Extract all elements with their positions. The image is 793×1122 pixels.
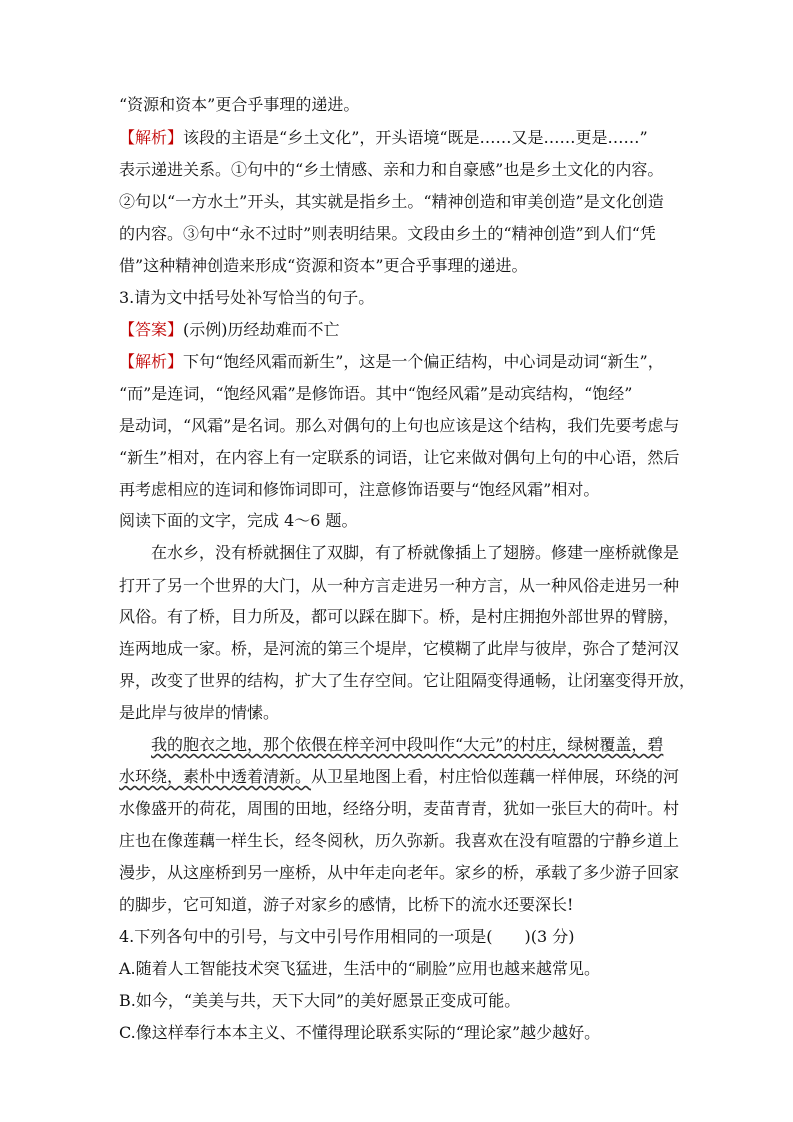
passage-text: 从卫星地图上看，村庄恰似莲藕一样伸展，环绕的河 — [311, 767, 680, 786]
analysis-line — [119, 128, 679, 148]
passage-line: 连两地成一家。桥，是河流的第三个堤岸，它模糊了此岸与彼岸，弥合了楚河汉 — [119, 639, 680, 658]
underlined-text: 我的胞衣之地，那个依偎在梓辛河中段叫作“大元”的村庄，绿树覆盖，碧 — [151, 735, 664, 754]
passage-line: 界，改变了世界的结构，扩大了生存空间。它让阻隔变得通畅，让闭塞变得开放， — [119, 671, 696, 690]
text-line: 的内容。③句中“永不过时”则表明结果。文段由乡土的“精神创造”到人们“凭 — [119, 224, 656, 243]
text-line: “而”是连词，“饱经风霜”是修饰语。其中“饱经风霜”是动宾结构，“饱经” — [119, 384, 633, 403]
analysis-line — [119, 352, 679, 372]
option-b: B.如今，“美美与共，天下大同”的美好愿景正变成可能。 — [119, 991, 521, 1010]
text-line: 表示递进关系。①句中的“乡土情感、亲和力和自豪感”也是乡土文化的内容。 — [119, 160, 664, 179]
passage-line: 打开了另一个世界的大门，从一种方言走进另一种方言，从一种风俗走进另一种 — [119, 576, 680, 595]
text-line: ②句以“一方水土”开头，其实就是指乡土。“精神创造和审美创造”是文化创造 — [119, 192, 664, 211]
passage-line — [151, 735, 679, 755]
text-line: “新生”相对，在内容上有一定联系的词语，让它来做对偶句上句的中心语，然后 — [119, 448, 680, 467]
analysis-tag: 【解析】 — [119, 128, 184, 147]
text-line: 借”这种精神创造来形成“资源和资本”更合乎事理的递进。 — [119, 256, 528, 275]
passage-line: 水像盛开的荷花，周围的田地，经络分明，麦苗青青，犹如一张巨大的荷叶。村 — [119, 799, 680, 818]
passage-line: 庄也在像莲藕一样生长，经冬阅秋，历久弥新。我喜欢在没有喧嚣的宁静乡道上 — [119, 831, 680, 850]
passage-line: 是此岸与彼岸的情愫。 — [119, 703, 280, 722]
text-line: “资源和资本”更合乎事理的递进。 — [119, 95, 360, 114]
answer-text: (示例)历经劫难而不亡 — [183, 320, 340, 339]
reading-instruction: 阅读下面的文字，完成 4～6 题。 — [119, 511, 358, 530]
option-c: C.像这样奉行本本主义、不懂得理论联系实际的“理论家”越少越好。 — [119, 1023, 601, 1042]
underlined-text: 水环绕，素朴中透着清新。 — [119, 767, 312, 786]
question-3: 3.请为文中括号处补写恰当的句子。 — [119, 288, 375, 307]
question-4: 4.下列各句中的引号，与文中引号作用相同的一项是( )(3 分) — [119, 927, 575, 946]
passage-line: 的脚步，它可知道，游子对家乡的感情，比桥下的流水还要深长! — [119, 895, 574, 914]
option-a: A.随着人工智能技术突飞猛进，生活中的“刷脸”应用也越来越常见。 — [119, 959, 601, 978]
text-line: 是动词，“风霜”是名词。那么对偶句的上句也应该是这个结构，我们先要考虑与 — [119, 416, 680, 435]
passage-line — [119, 767, 679, 787]
passage-line: 漫步，从这座桥到另一座桥，从中年走向老年。家乡的桥，承载了多少游子回家 — [119, 863, 680, 882]
answer-line — [119, 320, 679, 340]
analysis-text: 该段的主语是“乡土文化”，开头语境“既是……又是……更是……” — [183, 128, 648, 147]
text-line: 再考虑相应的连词和修饰词即可，注意修饰语要与“饱经风霜”相对。 — [119, 480, 600, 499]
answer-tag: 【答案】 — [119, 320, 184, 339]
passage-line: 在水乡，没有桥就捆住了双脚，有了桥就像插上了翅膀。修建一座桥就像是 — [151, 543, 680, 562]
analysis-tag: 【解析】 — [119, 352, 184, 371]
analysis-text: 下句“饱经风霜而新生”，这是一个偏正结构，中心词是动词“新生”， — [183, 352, 664, 371]
passage-line: 风俗。有了桥，目力所及，都可以踩在脚下。桥，是村庄拥抱外部世界的臂膀， — [119, 607, 680, 626]
